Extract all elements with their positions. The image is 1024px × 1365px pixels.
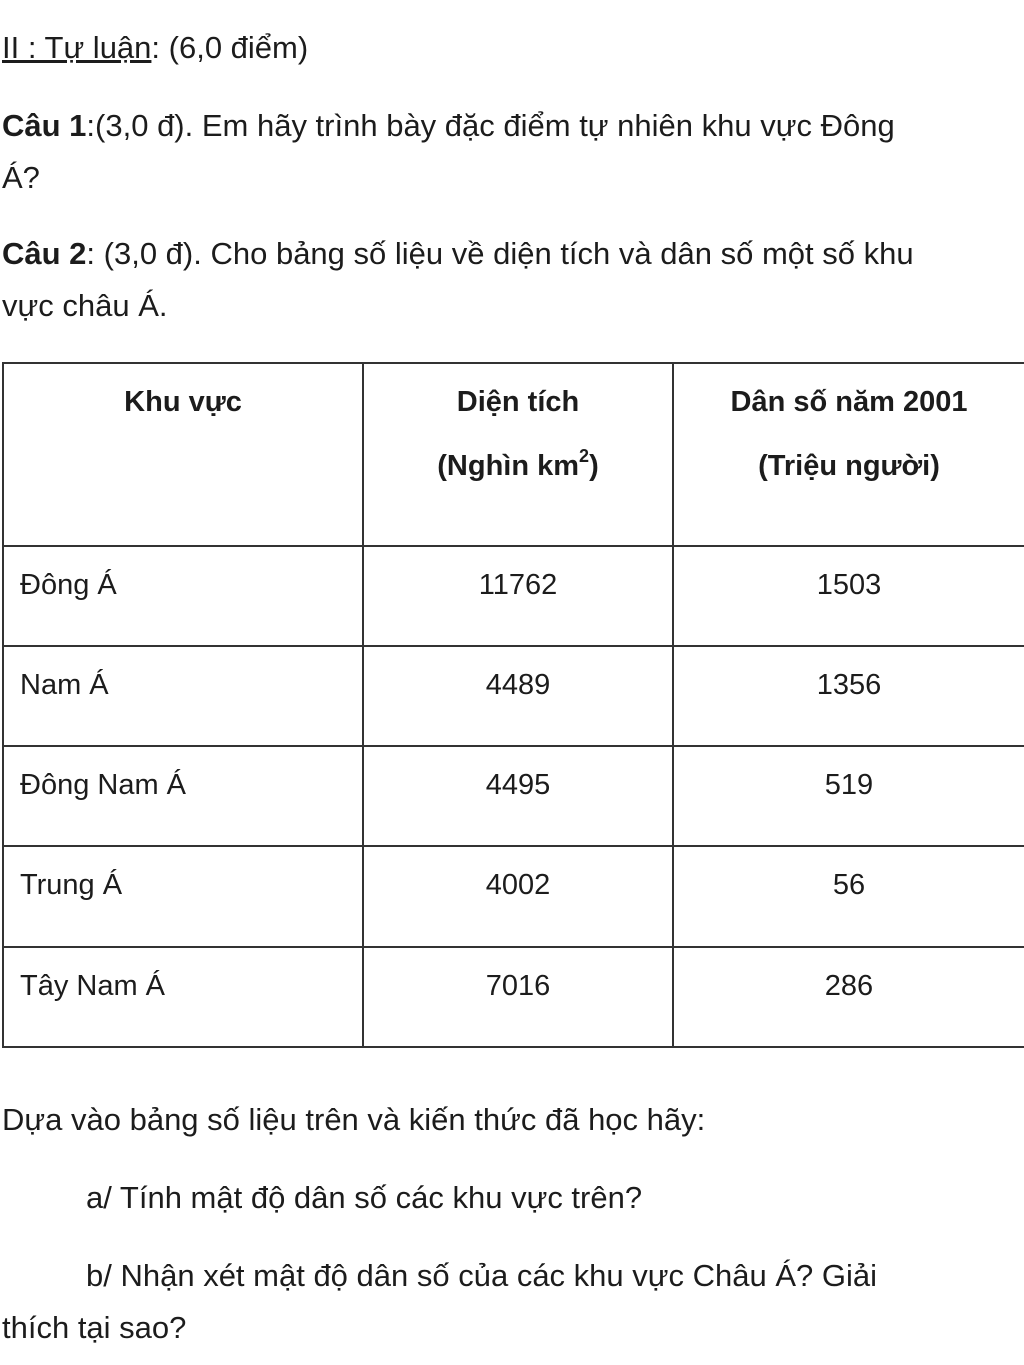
section-title: II : Tự luận [2,30,152,65]
data-table [2,362,1024,1048]
cell-region: Trung Á [3,846,363,946]
question-1-label: Câu 1 [2,108,87,143]
question-2-line-2: vực châu Á. [2,288,168,323]
header-population: Dân số năm 2001 (Triệu người) [673,363,1024,546]
header-region: Khu vực [3,363,363,546]
table-row [3,546,1024,646]
cell-population: 1356 [673,646,1024,746]
cell-region: Nam Á [3,646,363,746]
cell-area: 11762 [363,546,673,646]
cell-population: 56 [673,846,1024,946]
cell-population: 1503 [673,546,1024,646]
cell-population: 519 [673,746,1024,846]
table-row [3,846,1024,946]
header-area: Diện tích (Nghìn $km^2$) [363,363,673,546]
part-a-text: a/ Tính mật độ dân số các khu vực trên? [86,1180,643,1215]
table-row [3,746,1024,846]
cell-area: 4489 [363,646,673,746]
cell-region: Đông Nam Á [3,746,363,846]
cell-area: 4495 [363,746,673,846]
question-1-text: :(3,0 đ). Em hãy trình bày đặc điểm tự nhiên khu vực Đông [86,108,895,143]
question-1-line-2: Á? [2,160,40,195]
table-header-row [3,363,1024,546]
cell-area: 7016 [363,947,673,1047]
question-2-text: : (3,0 đ). Cho bảng số liệu về diện tích và dân số một số khu [86,236,914,271]
cell-region: Đông Á [3,546,363,646]
cell-area: 4002 [363,846,673,946]
section-heading [2,22,308,74]
part-b-line-2: thích tại sao? [2,1310,187,1345]
question-2-line-1 [2,228,914,280]
section-points: : (6,0 điểm) [151,30,309,65]
instruction-text: Dựa vào bảng số liệu trên và kiến thức đã học hãy: [2,1102,706,1137]
table-row [3,947,1024,1047]
table-row [3,646,1024,746]
cell-population: 286 [673,947,1024,1047]
part-b-line-1: b/ Nhận xét mật độ dân số của các khu vực Châu Á? Giải [86,1258,878,1293]
question-2-label: Câu 2 [2,236,87,271]
question-1-line-1 [2,100,895,152]
cell-region: Tây Nam Á [3,947,363,1047]
